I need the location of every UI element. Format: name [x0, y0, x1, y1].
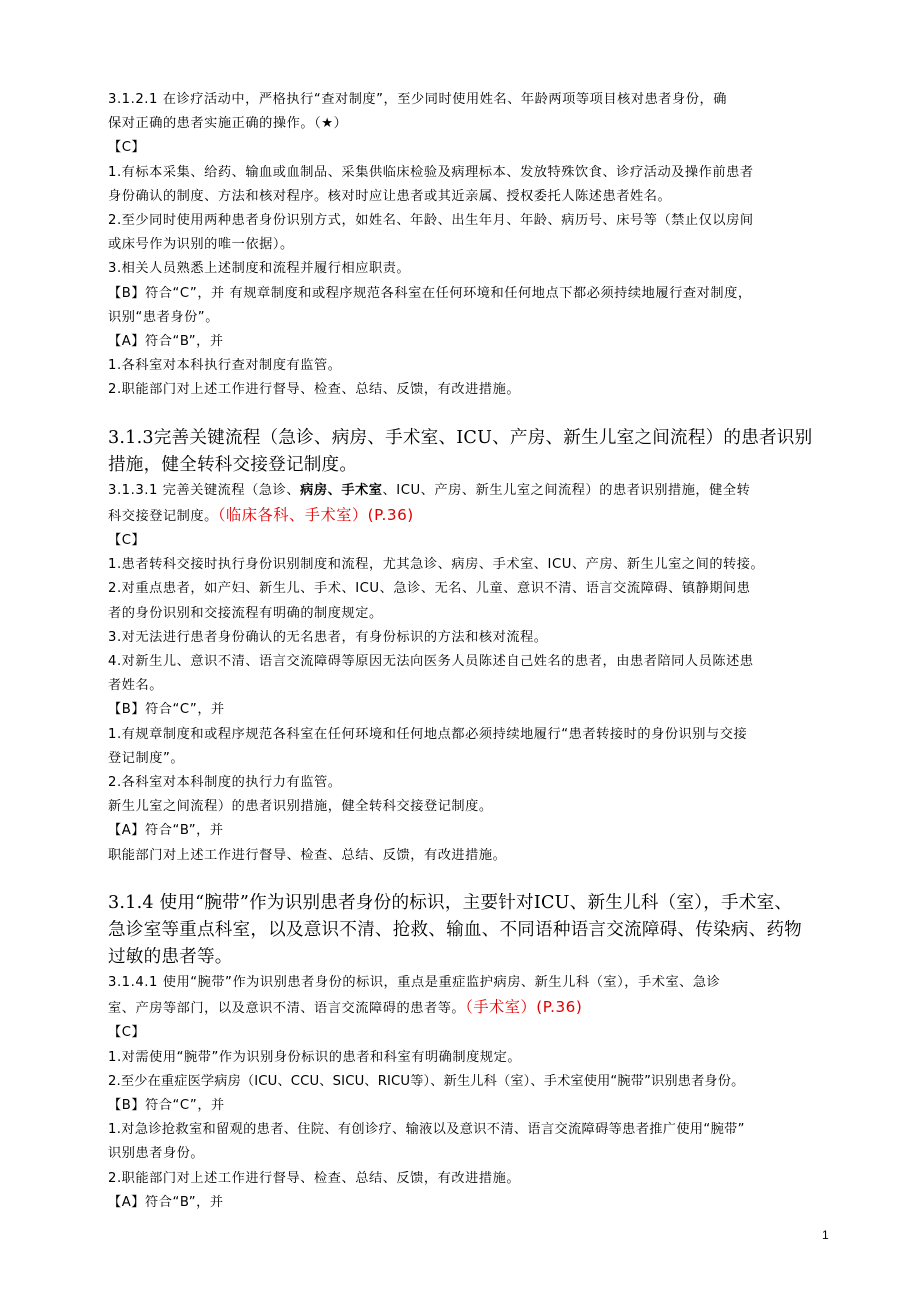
s313-c4b: 者姓名。: [108, 678, 163, 694]
s3121-c2a: 2.至少同时使用两种患者身份识别方式，如姓名、年龄、出生年月、年龄、病历号、床号等（禁止仅以房间: [108, 213, 754, 229]
s314-b2: 2.职能部门对上述工作进行督导、检查、总结、反馈，有改进措施。: [108, 1170, 521, 1186]
s3131-line2: [108, 503, 838, 529]
s313-c-label: 【C】: [108, 533, 146, 549]
s313-heading-line1: 3.1.3完善关键流程（急诊、病房、手术室、ICU、产房、新生儿室之间流程）的患者识别: [108, 427, 813, 448]
s314-b1b: 识别患者身份。: [108, 1146, 205, 1162]
s3131-pre: 3.1.3.1 完善关键流程（急诊、: [108, 482, 301, 498]
s313-c3: 3.对无法进行患者身份确认的无名患者，有身份标识的方法和核对流程。: [108, 629, 548, 645]
s313-b-label: 【B】符合“C”，并: [108, 702, 225, 718]
s313-c2b: 者的身份识别和交接流程有明确的制度规定。: [108, 605, 383, 621]
s3121-c3: 3.相关人员熟悉上述制度和流程并履行相应职责。: [108, 261, 411, 277]
s3131-post: 、ICU、产房、新生儿室之间流程）的患者识别措施，健全转: [382, 482, 751, 498]
s313-a-label: 【A】符合“B”，并: [108, 823, 224, 839]
s3121-a2: 2.职能部门对上述工作进行督导、检查、总结、反馈，有改进措施。: [108, 382, 521, 398]
s314-c-label: 【C】: [108, 1025, 146, 1041]
s3121-a-label: 【A】符合“B”，并: [108, 334, 224, 350]
s3131-line2-pre: 科交接登记制度。: [108, 508, 218, 524]
s3121-b2: 识别“患者身份”。: [108, 309, 219, 325]
s3141-line2-pre: 室、产房等部门，以及意识不清、语言交流障碍的患者等。: [108, 1001, 466, 1017]
s314-heading-line1: 3.1.4 使用“腕带”作为识别患者身份的标识，主要针对ICU、新生儿科（室），手术室、: [108, 892, 793, 913]
s3121-line2: 保对正确的患者实施正确的操作。（★）: [108, 116, 348, 132]
s313-b1a: 1.有规章制度和或程序规范各科室在任何环境和任何地点都必须持续地履行“患者转接时的身份识别与交接: [108, 726, 748, 742]
s313-b2: 2.各科室对本科制度的执行力有监管。: [108, 775, 342, 791]
s314-c1: 1.对需使用“腕带”作为识别身份标识的患者和科室有明确制度规定。: [108, 1049, 522, 1065]
s3141-dept-ref: （手术室）(P.36): [465, 998, 583, 1017]
s314-heading-line3: 过敏的患者等。: [108, 946, 233, 967]
s3141-line1: 3.1.4.1 使用“腕带”作为识别患者身份的标识，重点是重症监护病房、新生儿科（室），手术室、急诊: [108, 974, 721, 990]
s314-a-label: 【A】符合“B”，并: [108, 1194, 224, 1210]
s3141-line2: [108, 995, 838, 1021]
s3121-a1: 1.各科室对本科执行查对制度有监管。: [108, 358, 342, 374]
s3121-b1: 【B】符合“C”，并 有规章制度和或程序规范各科室在任何环境和任何地点下都必须持续地履行查对制度，: [108, 285, 752, 301]
s313-a1: 职能部门对上述工作进行督导、检查、总结、反馈，有改进措施。: [108, 847, 507, 863]
s3121-c1a: 1.有标本采集、给药、输血或血制品、采集供临床检验及病理标本、发放特殊饮食、诊疗活动及操作前患者: [108, 164, 754, 180]
s3121-c2b: 或床号作为识别的唯一依据）。: [108, 237, 294, 253]
s3121-line1: 3.1.2.1 在诊疗活动中，严格执行“查对制度”，至少同时使用姓名、年龄两项等项目核对患者身份，确: [108, 92, 727, 107]
s313-c4a: 4.对新生儿、意识不清、语言交流障碍等原因无法向医务人员陈述自己姓名的患者，由患者陪同人员陈述患: [108, 654, 754, 670]
s3131-line1: [108, 479, 838, 503]
page-number: 1: [822, 1228, 829, 1242]
s313-c2a: 2.对重点患者，如产妇、新生儿、手术、ICU、急诊、无名、儿童、意识不清、语言交流障碍、镇静期间患: [108, 581, 751, 597]
s313-b1b: 登记制度”。: [108, 750, 185, 766]
s314-c2: 2.至少在重症医学病房（ICU、CCU、SICU、RICU等）、新生儿科（室）、手术室使用“腕带”识别患者身份。: [108, 1073, 745, 1089]
s3121-c1b: 身份确认的制度、方法和核对程序。核对时应让患者或其近亲属、授权委托人陈述患者姓名。: [108, 188, 672, 204]
s3131-dept-ref: （临床各科、手术室）(P.36): [217, 505, 414, 524]
s313-heading-line2: 措施，健全转科交接登记制度。: [108, 454, 358, 475]
s313-c1: 1.患者转科交接时执行身份识别制度和流程，尤其急诊、病房、手术室、ICU、产房、新生儿室之间的转接。: [108, 557, 765, 573]
s3131-bold: 病房、手术室: [300, 482, 383, 498]
s314-heading-line2: 急诊室等重点科室，以及意识不清、抢救、输血、不同语种语言交流障碍、传染病、药物: [108, 919, 802, 940]
s314-b1a: 1.对急诊抢救室和留观的患者、住院、有创诊疗、输液以及意识不清、语言交流障碍等患者推广使用“腕带”: [108, 1122, 745, 1138]
s3121-c-label: 【C】: [108, 140, 146, 156]
document-page: [108, 88, 838, 1215]
s314-b-label: 【B】符合“C”，并: [108, 1097, 225, 1113]
s313-b3: 新生儿室之间流程）的患者识别措施，健全转科交接登记制度。: [108, 799, 493, 815]
